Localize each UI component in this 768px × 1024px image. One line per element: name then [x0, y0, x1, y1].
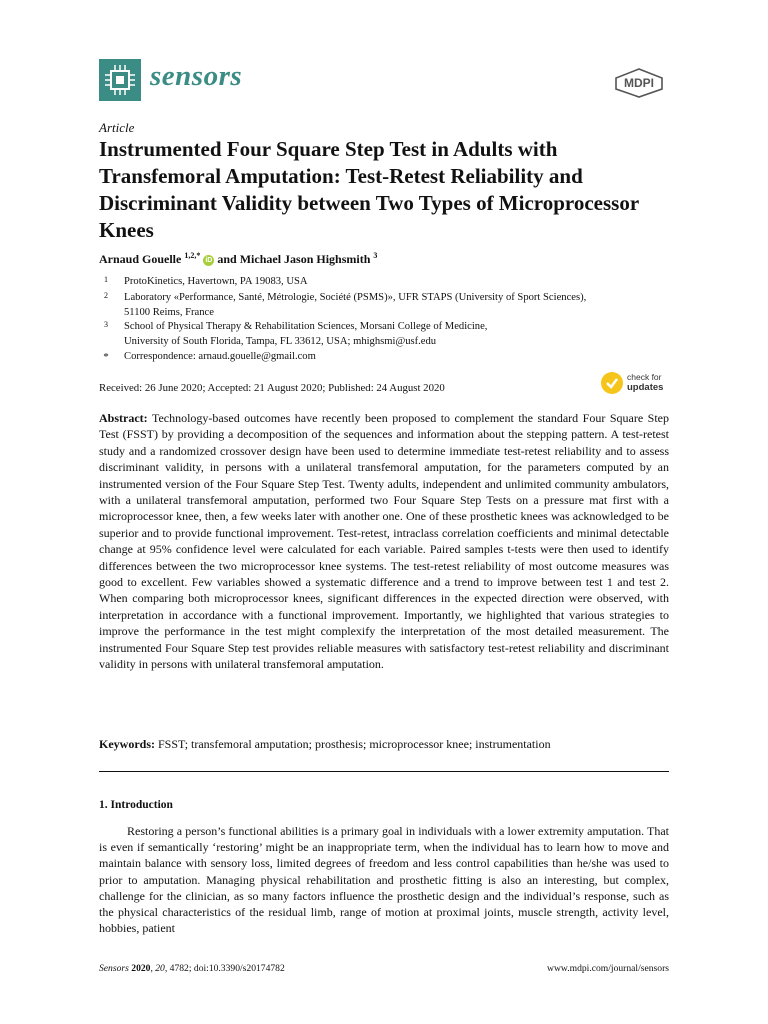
affiliation	[99, 320, 679, 349]
article-title: Instrumented Four Square Step Test in Adults with Transfemoral Amputation: Test-Retest Reliability and Discriminant Validity between Two Types of Microprocessor Knees	[99, 137, 639, 242]
affiliation-text: 51100 Reims, France	[124, 306, 214, 318]
affiliation-number: 2	[104, 291, 108, 300]
abstract-text: Technology-based outcomes have recently been proposed to complement the standard Four Square Step Test (FSST) by providing a decomposition of the sequences and information about the stepping pattern. A test-retest study and a randomized crossover design have been used to determine immediate test-retest reliability and to assess discriminant validity, in persons with a unilateral transfemoral amputation, for the parameters computed by an instrumented version of the Four Square Step Test. Twenty adults, independent and unlimited community ambulators, with a unilateral transfemoral amputation, performed two Four Square Step Tests on a pressure mat first with a microprocessor knee, then, a few weeks later with another one. One of these prosthetic knees was acknowledged to be superior and to provide functional improvement. Test-retest, intraclass correlation coefficients and minimal detectable change at 95% confidence level were calculated for each variable. Paired samples t-tests were then used to identify differences between the two microprocessor knee systems. The test-retest reliability of most outcome measures was good to excellent. Few variables showed a systematic difference and a trend to improve between test 1 and test 2. When comparing both microprocessor knees, significant differences in the expected direction were observed, with interpretation in accordance with a functional improvement. Importantly, we highlighted that various strategies to improve the performance in the test might complexify the interpretation of the most detailed measurement. The instrumented Four Square Step test provides reliable measures with satisfactory test-retest reliability and discriminant validity in persons with unilateral transfemoral amputation.	[99, 411, 669, 672]
footer-journal: Sensors	[99, 963, 129, 974]
keywords-label: Keywords:	[99, 737, 155, 751]
affiliation-number: *	[103, 351, 109, 363]
affiliation-number: 1	[104, 275, 108, 284]
affiliation-text: University of South Florida, Tampa, FL 33612, USA; mhighsmi@usf.edu	[124, 335, 437, 347]
affiliation-text: ProtoKinetics, Havertown, PA 19083, USA	[124, 276, 308, 287]
divider	[99, 771, 669, 772]
affiliation-text: Laboratory «Performance, Santé, Métrologie, Société (PSMS)», UFR STAPS (University of Sport Sciences),	[124, 292, 587, 303]
correspondence-text: Correspondence: arnaud.gouelle@gmail.com	[124, 351, 316, 362]
correspondence	[99, 350, 679, 365]
affiliation-number: 3	[104, 320, 108, 329]
abstract	[99, 410, 669, 673]
publisher-name: MDPI	[624, 76, 654, 90]
keywords-text: FSST; transfemoral amputation; prosthesis; microprocessor knee; instrumentation	[158, 737, 551, 751]
introduction-paragraph: Restoring a person’s functional abilities is a primary goal in individuals with a lower extremity amputation. That is even if semantically ‘restoring’ might be an inappropriate term, when the individual has to learn how to move and maintain balance with sensory loss, limited degrees of freedom and less control capabilities than he/she was used to prior to amputation. Managing physical rehabilitation and prosthetic fitting is also an interesting, but complex, challenge for the clinician, as so many factors influence the prosthetic design and the individual’s response, such as the physical characteristics of the residual limb, range of motion at proximal joints, muscle strength, activity level, hobbies, patient	[99, 824, 669, 936]
check-updates-line2: updates	[627, 382, 664, 393]
section-heading: 1. Introduction	[99, 799, 173, 811]
author-name: Arnaud Gouelle	[99, 252, 182, 266]
keywords	[99, 737, 669, 752]
author-name: Michael Jason Highsmith	[239, 252, 371, 266]
author-list	[99, 251, 377, 267]
author-affiliation-marks: 3	[373, 251, 378, 260]
affiliation	[99, 275, 679, 290]
publication-dates: Received: 26 June 2020; Accepted: 21 August 2020; Published: 24 August 2020	[99, 382, 445, 394]
abstract-label: Abstract:	[99, 411, 148, 425]
footer-volume: 20	[155, 963, 165, 974]
orcid-icon[interactable]: iD	[205, 257, 213, 264]
publisher-logo	[614, 68, 664, 98]
check-updates-line1: check for	[627, 372, 662, 382]
journal-logo	[99, 59, 141, 101]
author-affiliation-marks: 1,2,*	[184, 251, 201, 260]
footer-doi: , 4782; doi:10.3390/s20174782	[164, 963, 285, 974]
affiliation	[99, 291, 679, 320]
journal-name: sensors	[150, 60, 243, 92]
footer-year: 2020	[131, 963, 151, 974]
journal-url-link[interactable]: www.mdpi.com/journal/sensors	[547, 963, 669, 974]
check-updates-icon	[601, 372, 623, 394]
affiliation-text: School of Physical Therapy & Rehabilitation Sciences, Morsani College of Medicine,	[124, 321, 488, 332]
chip-icon	[99, 59, 141, 101]
check-for-updates-badge[interactable]	[601, 370, 671, 398]
article-type: Article	[99, 120, 135, 135]
author-connector: and	[217, 252, 240, 266]
citation-footer: Sensors 2020, 20, 4782; doi:10.3390/s20174782	[99, 963, 285, 974]
